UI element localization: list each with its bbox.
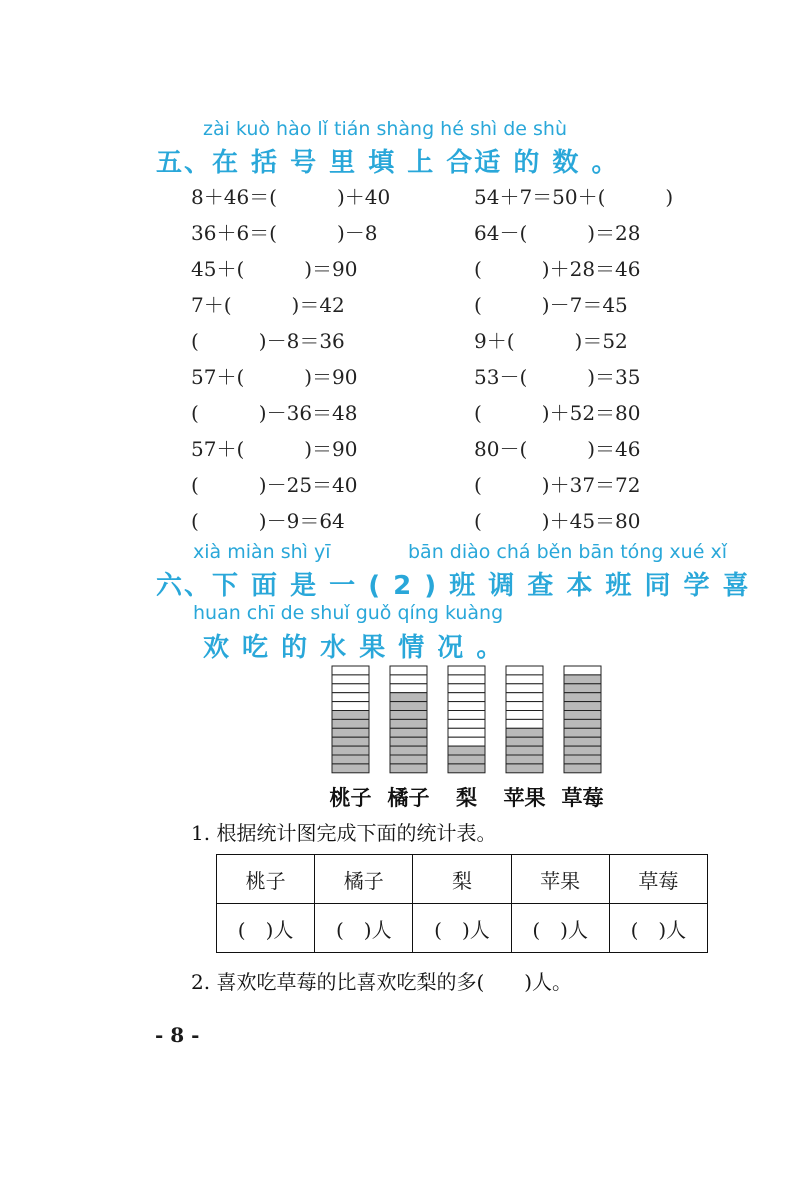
bar-cell (448, 684, 485, 693)
bar-cell (332, 764, 369, 773)
equation-left-9: ( )－25＝40 (191, 473, 358, 497)
bar-cell (448, 702, 485, 711)
stats-answer-cell[interactable]: ( )人 (413, 904, 511, 953)
bar-cell (332, 675, 369, 684)
stats-answer-cell[interactable]: ( )人 (315, 904, 413, 953)
question2-text: 2. 喜欢吃草莓的比喜欢吃梨的多( )人。 (191, 970, 573, 994)
bar-cell (506, 684, 543, 693)
bar-cell (564, 711, 601, 720)
bar-cell (448, 675, 485, 684)
bar-cell (506, 702, 543, 711)
stats-answer-cell[interactable]: ( )人 (217, 904, 315, 953)
equation-right-7: ( )＋52＝80 (474, 401, 641, 425)
bar-cell (564, 755, 601, 764)
stats-table (216, 854, 708, 953)
stats-answer-row (217, 904, 708, 953)
bar-cell (448, 764, 485, 773)
bar-cell (390, 711, 427, 720)
chart-category-label: 橘子 (387, 785, 430, 810)
bar-cell (390, 702, 427, 711)
bar-1 (332, 666, 369, 773)
equation-left-4: 7＋( )＝42 (191, 293, 345, 317)
bar-cell (564, 684, 601, 693)
equation-left-5: ( )－8＝36 (191, 329, 345, 353)
chart-category-label: 桃子 (329, 785, 372, 810)
equation-left-3: 45＋( )＝90 (191, 257, 358, 281)
equation-right-9: ( )＋37＝72 (474, 473, 641, 497)
bar-cell (564, 764, 601, 773)
bar-cell (564, 693, 601, 702)
bar-cell (506, 764, 543, 773)
stats-header-cell: 草莓 (609, 855, 707, 904)
bar-cell (390, 693, 427, 702)
bar-cell (390, 675, 427, 684)
bar-cell (564, 702, 601, 711)
bar-cell (564, 746, 601, 755)
bar-cell (448, 737, 485, 746)
bar-cell (332, 746, 369, 755)
equation-left-1: 8＋46＝( )＋40 (191, 185, 391, 209)
bar-cell (506, 693, 543, 702)
bar-cell (506, 755, 543, 764)
bar-cell (448, 711, 485, 720)
bar-cell (390, 746, 427, 755)
equation-right-4: ( )－7＝45 (474, 293, 628, 317)
equation-right-6: 53－( )＝35 (474, 365, 641, 389)
chart-category-label: 梨 (456, 785, 477, 810)
bar-cell (564, 728, 601, 737)
section6-pinyin-2: bān diào chá běn bān tóng xué xǐ (408, 541, 727, 563)
stats-answer-cell[interactable]: ( )人 (511, 904, 609, 953)
equation-right-3: ( )＋28＝46 (474, 257, 641, 281)
bar-cell (564, 737, 601, 746)
section6-title-line2: 欢 吃 的 水 果 情 况 。 (203, 633, 505, 663)
bar-cell (448, 693, 485, 702)
bar-cell (390, 728, 427, 737)
section5-pinyin: zài kuò hào lǐ tián shàng hé shì de shù (203, 118, 567, 140)
bar-cell (564, 675, 601, 684)
equation-left-2: 36＋6＝( )－8 (191, 221, 378, 245)
bar-cell (332, 711, 369, 720)
section5-title: 五、在 括 号 里 填 上 合适 的 数 。 (156, 148, 620, 178)
equation-right-2: 64－( )＝28 (474, 221, 641, 245)
bar-cell (390, 684, 427, 693)
bar-4 (506, 666, 543, 773)
equation-left-7: ( )－36＝48 (191, 401, 358, 425)
bar-cell (448, 746, 485, 755)
bar-cell (390, 737, 427, 746)
stats-header-cell: 橘子 (315, 855, 413, 904)
equation-left-8: 57＋( )＝90 (191, 437, 358, 461)
bar-cell (506, 719, 543, 728)
equation-right-5: 9＋( )＝52 (474, 329, 628, 353)
bar-cell (564, 666, 601, 675)
bar-2 (390, 666, 427, 773)
bar-cell (506, 666, 543, 675)
bar-cell (448, 728, 485, 737)
page-number: - 8 - (155, 1023, 200, 1047)
section6-pinyin-1: xià miàn shì yī (193, 541, 331, 563)
stats-header-cell: 梨 (413, 855, 511, 904)
bar-cell (332, 702, 369, 711)
stats-header-cell: 桃子 (217, 855, 315, 904)
bar-cell (332, 666, 369, 675)
equation-right-10: ( )＋45＝80 (474, 509, 641, 533)
bar-cell (332, 693, 369, 702)
bar-cell (448, 755, 485, 764)
section6-pinyin-3: huan chī de shuǐ guǒ qíng kuàng (193, 602, 504, 624)
bar-cell (506, 728, 543, 737)
bar-cell (332, 755, 369, 764)
chart-category-label: 草莓 (561, 785, 604, 810)
bar-cell (564, 719, 601, 728)
bar-cell (390, 666, 427, 675)
stats-answer-cell[interactable]: ( )人 (609, 904, 707, 953)
bar-cell (506, 711, 543, 720)
bar-cell (390, 719, 427, 728)
bar-cell (448, 719, 485, 728)
equation-left-10: ( )－9＝64 (191, 509, 345, 533)
chart-category-label: 苹果 (503, 785, 546, 810)
equation-right-8: 80－( )＝46 (474, 437, 641, 461)
bar-cell (332, 719, 369, 728)
bar-cell (506, 675, 543, 684)
stats-header-cell: 苹果 (511, 855, 609, 904)
bar-cell (332, 684, 369, 693)
section6-title-line1: 六、下 面 是 一 ( 2 ) 班 调 查 本 班 同 学 喜 (156, 571, 751, 601)
bar-3 (448, 666, 485, 773)
bar-cell (506, 737, 543, 746)
bar-cell (332, 737, 369, 746)
bar-cell (332, 728, 369, 737)
bar-cell (390, 764, 427, 773)
bar-cell (506, 746, 543, 755)
equation-right-1: 54＋7＝50＋( ) (474, 185, 674, 209)
stats-header-row (217, 855, 708, 904)
question1-text: 1. 根据统计图完成下面的统计表。 (191, 821, 497, 845)
bar-cell (448, 666, 485, 675)
bar-5 (564, 666, 601, 773)
equation-left-6: 57＋( )＝90 (191, 365, 358, 389)
bar-cell (390, 755, 427, 764)
